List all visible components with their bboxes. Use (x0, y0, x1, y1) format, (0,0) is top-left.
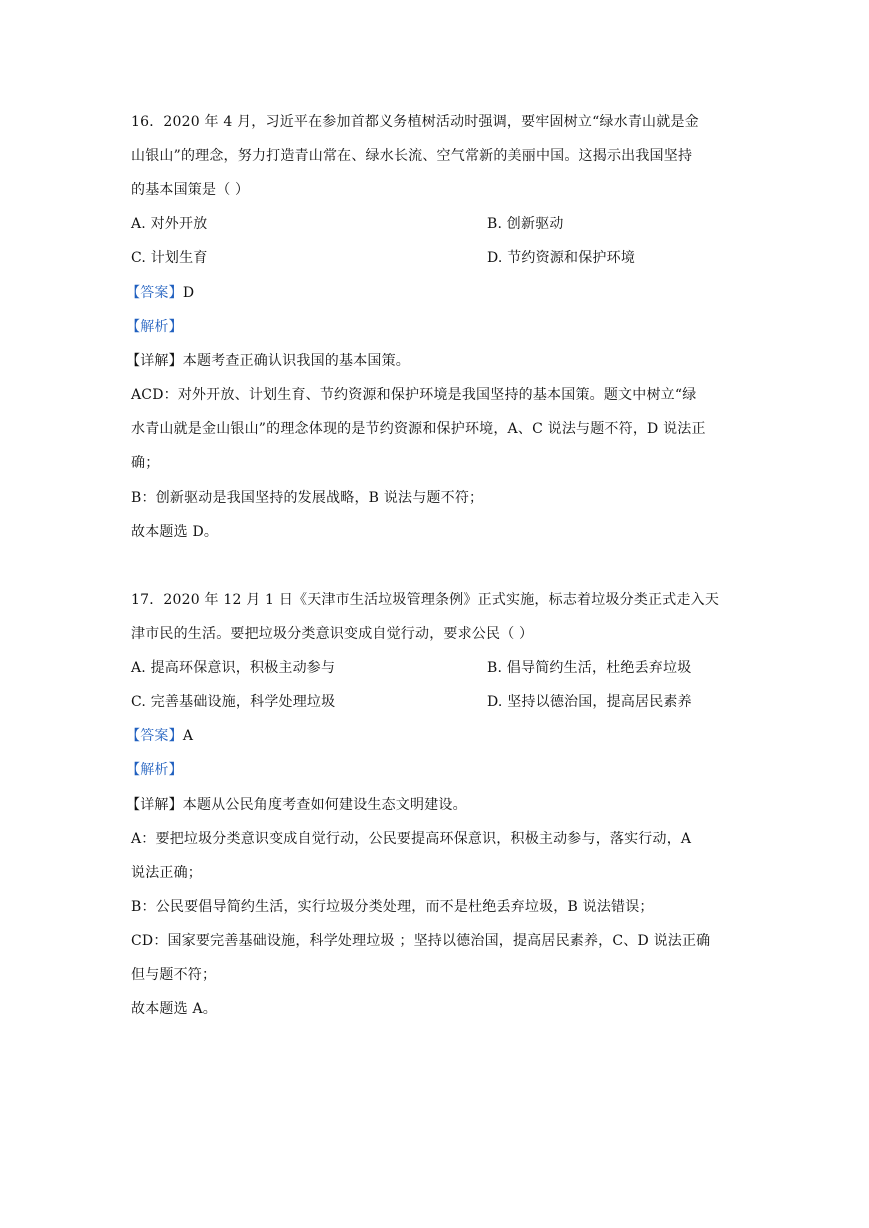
q17-option-b: B. 倡导简约生活，杜绝丢弃垃圾 (487, 660, 692, 676)
q17-answer-tag: 【答案】 (126, 728, 183, 744)
q17-detail-line-6: 但与题不符； (131, 967, 217, 983)
q17-option-d: D. 坚持以德治国，提高居民素养 (487, 694, 692, 710)
q16-answer-tag: 【答案】 (126, 285, 183, 301)
q17-answer-value: A (182, 728, 194, 744)
q16-detail-line-1: 【详解】本题考查正确认识我国的基本国策。 (126, 353, 410, 369)
q17-analysis-tag: 【解析】 (126, 762, 183, 778)
q17-detail-line-1: 【详解】本题从公民角度考查如何建设生态文明建设。 (126, 797, 467, 813)
q16-detail-line-5: B：创新驱动是我国坚持的发展战略，B 说法与题不符； (131, 490, 484, 506)
q16-detail-line-3: 水青山就是金山银山”的理念体现的是节约资源和保护环境，A、C 说法与题不符，D 说法正 (131, 421, 706, 437)
q16-stem-line-2: 山银山”的理念，努力打造青山常在、绿水长流、空气常新的美丽中国。这揭示出我国坚持 (131, 148, 693, 164)
q17-detail-line-3: 说法正确； (131, 865, 202, 881)
q17-detail-line-4: B：公民要倡导简约生活，实行垃圾分类处理，而不是杜绝丢弃垃圾，B 说法错误； (131, 899, 654, 915)
q16-answer-value: D (182, 285, 195, 301)
q16-detail-line-2: ACD：对外开放、计划生育、节约资源和保护环境是我国坚持的基本国策。题文中树立“绿 (131, 387, 697, 403)
q16-detail-line-4: 确； (131, 455, 160, 471)
q16-option-d: D. 节约资源和保护环境 (487, 250, 636, 266)
q16-stem-line-3: 的基本国策是（ ） (131, 182, 250, 198)
q16-stem-line-1: 16．2020 年 4 月，习近平在参加首都义务植树活动时强调，要牢固树立“绿水青山就是金 (131, 114, 699, 130)
q16-option-b: B. 创新驱动 (487, 216, 564, 232)
q17-option-a: A. 提高环保意识，积极主动参与 (131, 660, 336, 676)
q16-detail-line-6: 故本题选 D。 (131, 524, 219, 540)
q17-detail-line-2: A：要把垃圾分类意识变成自觉行动，公民要提高环保意识，积极主动参与，落实行动，A (131, 831, 692, 847)
q17-stem-line-2: 津市民的生活。要把垃圾分类意识变成自觉行动，要求公民（ ） (131, 626, 534, 642)
q17-detail-line-7: 故本题选 A。 (131, 1001, 217, 1017)
q16-analysis-tag: 【解析】 (126, 319, 183, 335)
q16-answer (126, 283, 194, 303)
q16-option-a: A. 对外开放 (131, 216, 208, 232)
q17-option-c: C. 完善基础设施，科学处理垃圾 (131, 694, 336, 710)
q17-detail-line-5: CD：国家要完善基础设施，科学处理垃圾 ；坚持以德治国，提高居民素养，C、D 说法正确 (131, 933, 711, 949)
q17-answer (126, 726, 193, 746)
q17-stem-line-1: 17．2020 年 12 月 1 日《天津市生活垃圾管理条例》正式实施，标志着垃圾分类正式走入天 (131, 592, 720, 608)
q16-option-c: C. 计划生育 (131, 250, 208, 266)
